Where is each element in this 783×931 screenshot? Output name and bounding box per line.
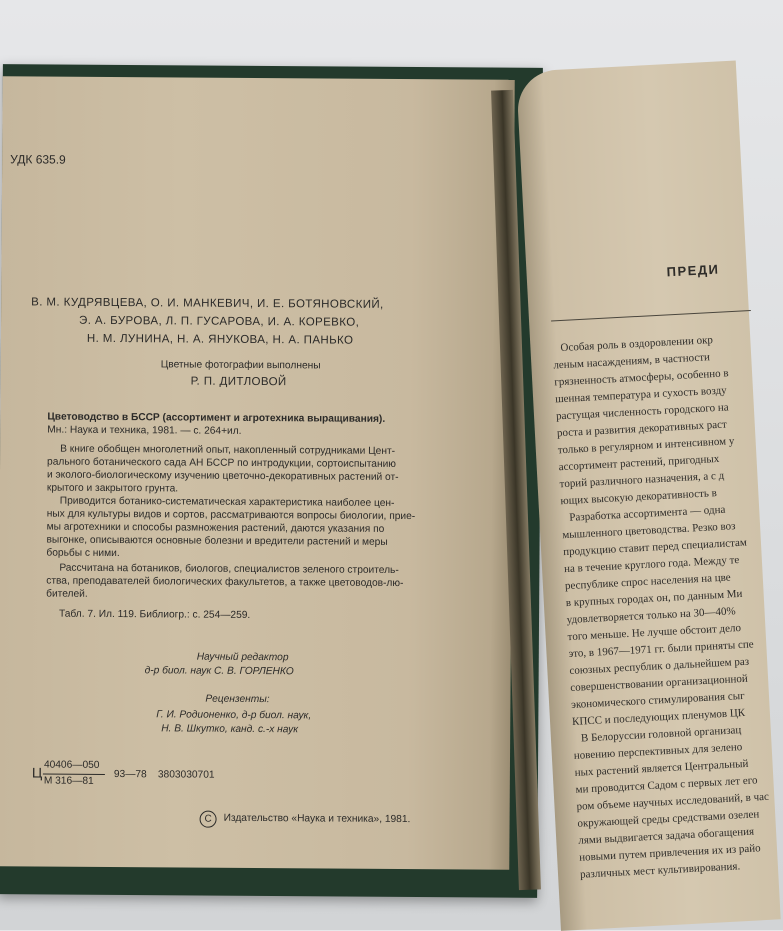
preface-line: окружающей среды средствами озелен [577,808,760,830]
abstract-line: Приводится ботанико-систематическая характеристика наиболее цен- [59,495,395,509]
preface-line: в крупных городах он, по данным Ми [565,587,743,610]
preface-line: новению перспективных для зелено [573,741,743,762]
preface-line: лями выдвигается задача обогащения [578,825,755,847]
editor-label: Научный редактор [196,651,289,664]
preface-line: леным насаждениям, в частности [553,351,711,372]
preface-heading: ПРЕДИ [666,261,720,280]
preface-line: удовлетворяется только на 30—40% [566,605,736,627]
preface-line: только в регулярном и интенсивном у [557,435,735,457]
preface-line: Особая роль в оздоровлении окр [560,334,714,355]
author-line-3: Н. М. ЛУНИНА, Н. А. ЯНУКОВА, Н. А. ПАНЬКО [86,332,354,347]
preface-line: роста и развития декоративных раст [556,418,728,440]
preface-line: ющих высокую декоративность в [560,487,718,508]
book-stats: Табл. 7. Ил. 119. Библиогр.: с. 254—259. [58,608,251,621]
abstract-line: рального ботанического сада АН БССР по интродукции, сортоиспытанию [47,456,396,470]
preface-line: мышленного цветоводства. Резко воз [561,520,736,542]
preface-line: того меньше. Не лучше обстоит дело [567,621,742,644]
preface-line: ных растений является Центральный [574,757,749,779]
photo-credit: Цветные фотографии выполнены [160,359,321,372]
abstract-line: крытого и закрытого грунта. [46,482,179,495]
preface-line: совершенствовании организационной [569,672,749,694]
left-page [0,76,515,870]
copyright-line: Издательство «Наука и техника», 1981. [223,812,411,826]
abstract-line: выгонке, описываются основные болезни и вредители растений и меры [46,534,388,548]
photographer: Р. П. ДИТЛОВОЙ [190,375,287,389]
abstract-line: и эколого-биологическому изучению цветочно-декоративных растений от- [46,469,399,483]
abstract-line: ства, преподавателей биологических факультетов, а также цветоводов-лю- [46,575,404,590]
preface-line: ассортимент растений, пригодных [558,452,720,474]
abstract-line: бителей. [46,588,88,600]
imprint-line: Мн.: Наука и техника, 1981. — с. 264+ил. [47,424,242,437]
preface-line: шенная температура и сухость возду [554,384,727,406]
code-denominator: М 316—81 [43,775,94,787]
copyright-icon: С [200,811,217,828]
preface-line: ми проводится Садом с первых лет его [575,774,758,796]
preface-line: растущая численность городского на [555,401,729,423]
reviewer-line-1: Г. И. Родионенко, д-р биол. наук, [156,709,312,722]
udk-code: УДК 635.9 [10,152,66,167]
right-page [516,60,781,930]
preface-line: республике спрос населения на цве [564,571,731,593]
preface-line: КПСС и последующих пленумов ЦК [571,706,746,728]
preface-line: это, в 1967—1971 гг. были приняты спе [568,638,754,661]
code-mid: 93—78 [113,769,147,781]
abstract-line: ных для культуры видов и сортов, рассматриваются вопросы биологии, прие- [46,508,416,523]
preface-line: на в течение круглого года. Между те [563,553,740,576]
code-prefix: Ц [31,764,43,781]
abstract-line: В книге обобщен многолетний опыт, накопленный сотрудниками Цент- [60,443,396,457]
abstract-line: борьбы с ними. [46,547,120,560]
preface-line: новыми путем привлечения их из райо [578,842,761,864]
preface-line: продукцию ставит перед специалистам [562,536,748,559]
reviewers-label: Рецензенты: [205,693,270,706]
reviewer-line-2: Н. В. Шкутко, канд. с.-х наук [161,723,299,736]
author-line-1: В. М. КУДРЯВЦЕВА, О. И. МАНКЕВИЧ, И. Е. БОТЯНОВСКИЙ, [31,296,384,311]
abstract-line: мы агротехники и способы размножения растений, даются указания по [46,521,385,535]
preface-line: союзных республик о дальнейшем раз [569,655,750,678]
preface-line: грязненность атмосферы, особенно в [553,367,729,389]
author-line-2: Э. А. БУРОВА, Л. П. ГУСАРОВА, И. А. КОРЕВКО, [79,314,360,329]
preface-line: Разработка ассортимента — одна [569,503,726,524]
heading-rule [551,310,751,321]
abstract-line: Рассчитана на ботаников, биологов, специалистов зеленого строитель- [59,562,399,576]
code-isbn: 3803030701 [157,769,215,781]
preface-line: торий различного назначения, а с д [559,469,725,491]
code-numerator: 40406—050 [43,759,100,771]
editor-name: д-р биол. наук С. В. ГОРЛЕНКО [144,665,294,678]
book-title-line: Цветоводство в БССР (ассортимент и агротехника выращивания). [47,411,386,425]
preface-line: ром объеме научных исследований, в час [576,790,770,813]
preface-line: экономического стимулирования сыг [570,689,745,711]
preface-line: В Белоруссии головной организац [580,724,742,745]
preface-line: различных мест культивирования. [579,860,741,881]
